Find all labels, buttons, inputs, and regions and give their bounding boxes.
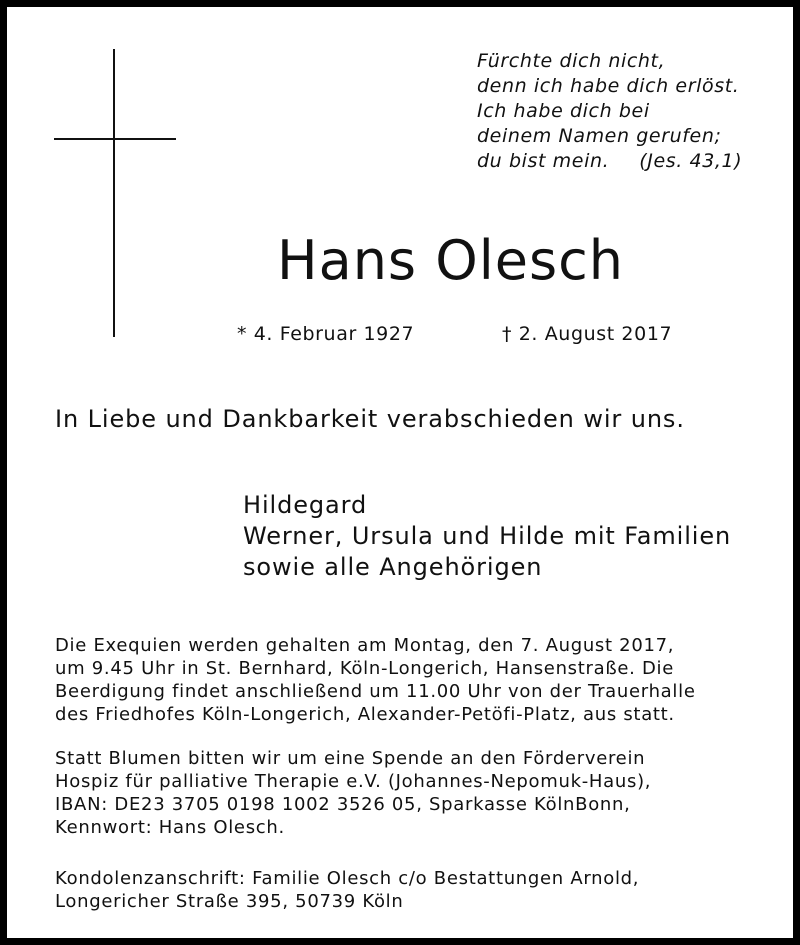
death-date: † 2. August 2017 xyxy=(502,323,673,345)
verse-line: Fürchte dich nicht, xyxy=(477,50,666,72)
donation-info xyxy=(55,747,651,839)
verse-last-line xyxy=(477,149,742,174)
service-info-line: um 9.45 Uhr in St. Bernhard, Köln-Longerich, Hansenstraße. Die xyxy=(55,658,675,679)
verse-line: du bist mein. xyxy=(477,150,610,172)
service-info-line: Beerdigung findet anschließend um 11.00 Uhr von der Trauerhalle xyxy=(55,681,696,702)
bible-verse xyxy=(477,49,742,174)
service-info-line: Die Exequien werden gehalten am Montag, den 7. August 2017, xyxy=(55,635,675,656)
mourner-line: Werner, Ursula und Hilde mit Familien xyxy=(243,522,732,550)
service-info xyxy=(55,634,696,726)
donation-info-line: Hospiz für palliative Therapie e.V. (Johannes-Nepomuk-Haus), xyxy=(55,771,652,792)
condolence-address-line: Longericher Straße 395, 50739 Köln xyxy=(55,891,404,912)
verse-line: denn ich habe dich erlöst. xyxy=(477,75,740,97)
deceased-name: Hans Olesch xyxy=(277,229,624,292)
cross-icon-vertical-bar xyxy=(113,49,115,337)
service-info-line: des Friedhofes Köln-Longerich, Alexander-Petöfi-Platz, aus statt. xyxy=(55,704,675,725)
donation-info-line: IBAN: DE23 3705 0198 1002 3526 05, Sparkasse KölnBonn, xyxy=(55,794,631,815)
mourner-line: Hildegard xyxy=(243,491,368,519)
donation-info-line: Kennwort: Hans Olesch. xyxy=(55,817,285,838)
mourner-line: sowie alle Angehörigen xyxy=(243,553,543,581)
birth-date: * 4. Februar 1927 xyxy=(237,323,415,345)
mourners-list xyxy=(243,490,731,583)
farewell-text: In Liebe und Dankbarkeit verabschieden wir uns. xyxy=(55,405,685,433)
condolence-address xyxy=(55,867,639,913)
verse-line: deinem Namen gerufen; xyxy=(477,125,722,147)
condolence-address-line: Kondolenzanschrift: Familie Olesch c/o Bestattungen Arnold, xyxy=(55,868,640,889)
verse-line: Ich habe dich bei xyxy=(477,100,650,122)
verse-reference: (Jes. 43,1) xyxy=(639,150,743,172)
donation-info-line: Statt Blumen bitten wir um eine Spende an den Förderverein xyxy=(55,748,646,769)
cross-icon-horizontal-bar xyxy=(54,138,176,140)
